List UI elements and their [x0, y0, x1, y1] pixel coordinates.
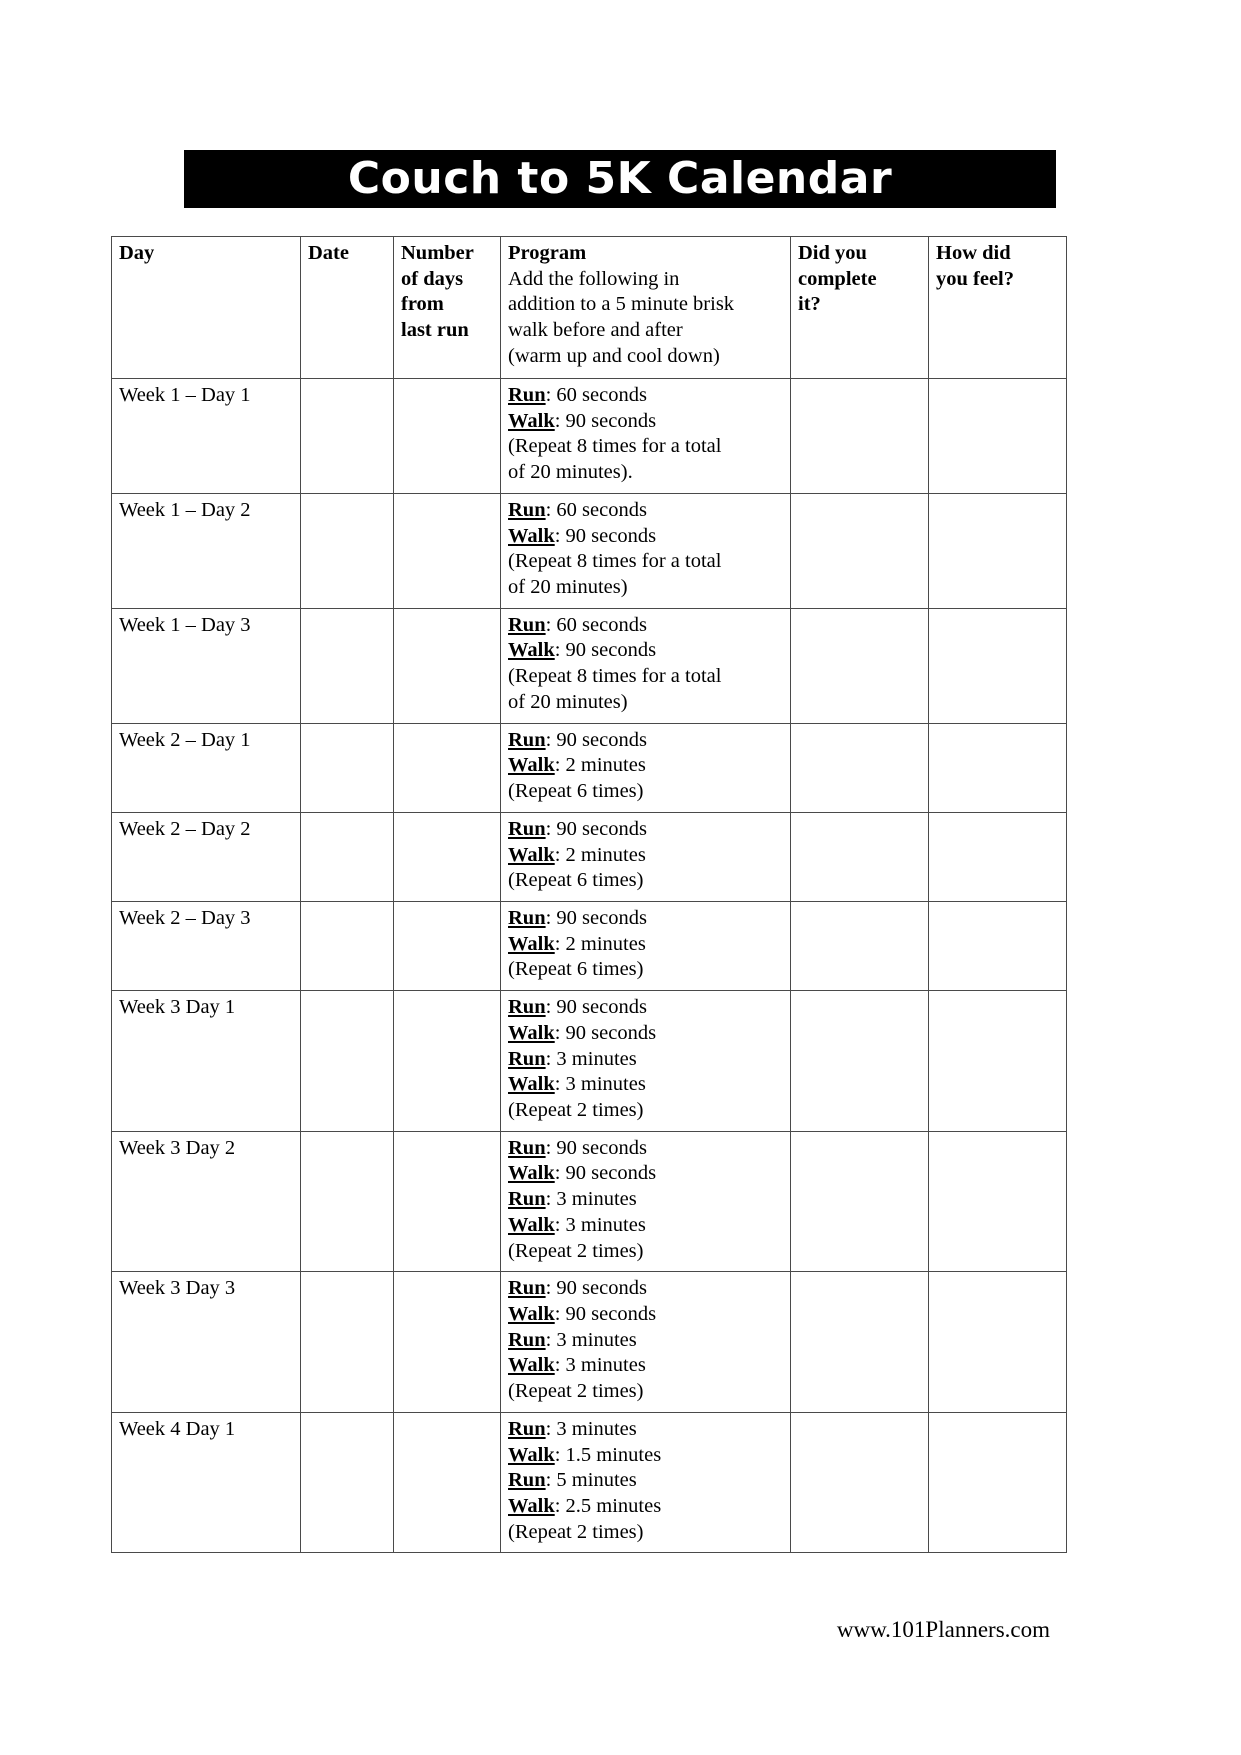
- feel-line-2: you feel?: [936, 267, 1014, 290]
- program-value: : 90 seconds: [545, 817, 647, 840]
- table-row: [112, 723, 1067, 812]
- cell-date[interactable]: [301, 1412, 394, 1553]
- cell-date[interactable]: [301, 812, 394, 901]
- table-header-row: [112, 237, 1067, 379]
- cell-day: Week 3 Day 3: [112, 1272, 301, 1413]
- table-row: [112, 901, 1067, 990]
- cell-how-did-you-feel[interactable]: [929, 1131, 1067, 1272]
- complete-line-2: complete: [798, 267, 877, 290]
- cell-days-from-last-run[interactable]: [394, 723, 501, 812]
- program-line: [508, 383, 783, 409]
- cell-how-did-you-feel[interactable]: [929, 901, 1067, 990]
- column-header-day-label: Day: [119, 242, 155, 264]
- cell-date[interactable]: [301, 723, 394, 812]
- program-value: : 3 minutes: [545, 1047, 637, 1070]
- cell-date[interactable]: [301, 608, 394, 723]
- table-row: [112, 493, 1067, 608]
- cell-day: Week 3 Day 1: [112, 991, 301, 1132]
- program-line: (Repeat 2 times): [508, 1380, 644, 1403]
- column-header-day: [112, 237, 301, 379]
- program-line: [508, 1494, 783, 1520]
- program-value: : 60 seconds: [545, 384, 647, 406]
- run-label: Run: [508, 1136, 546, 1159]
- cell-did-you-complete[interactable]: [791, 1412, 929, 1553]
- cell-how-did-you-feel[interactable]: [929, 723, 1067, 812]
- walk-label: Walk: [508, 524, 555, 547]
- program-note-line-4: (warm up and cool down): [508, 344, 720, 367]
- table-row: [112, 1412, 1067, 1553]
- column-header-did-you-complete: [791, 237, 929, 379]
- program-line: (Repeat 8 times for a total: [508, 435, 722, 458]
- run-label: Run: [508, 613, 546, 636]
- program-value: : 90 seconds: [554, 524, 657, 547]
- complete-line-1: Did you: [798, 242, 867, 264]
- run-label: Run: [508, 817, 546, 840]
- program-value: : 90 seconds: [545, 906, 647, 929]
- walk-label: Walk: [508, 1495, 555, 1518]
- column-header-date-label: Date: [308, 242, 349, 264]
- cell-date[interactable]: [301, 493, 394, 608]
- cell-date[interactable]: [301, 901, 394, 990]
- cell-date[interactable]: [301, 379, 394, 494]
- program-line: (Repeat 2 times): [508, 1098, 644, 1121]
- program-line: (Repeat 8 times for a total: [508, 665, 722, 688]
- cell-day: Week 4 Day 1: [112, 1412, 301, 1553]
- program-line: [508, 638, 783, 664]
- column-header-date: [301, 237, 394, 379]
- cell-date[interactable]: [301, 1131, 394, 1272]
- cell-date[interactable]: [301, 1272, 394, 1413]
- walk-label: Walk: [508, 932, 555, 955]
- table-row: [112, 608, 1067, 723]
- walk-label: Walk: [508, 1213, 555, 1236]
- program-value: : 90 seconds: [554, 409, 657, 432]
- walk-label: Walk: [508, 1073, 555, 1096]
- program-value: : 90 seconds: [545, 728, 647, 751]
- program-line: [508, 1443, 783, 1469]
- cell-days-from-last-run[interactable]: [394, 493, 501, 608]
- program-line: [508, 906, 783, 932]
- table-body: [112, 379, 1067, 1553]
- cell-how-did-you-feel[interactable]: [929, 493, 1067, 608]
- table-row: [112, 1131, 1067, 1272]
- program-value: : 60 seconds: [545, 498, 647, 521]
- days-line-2: of days: [401, 267, 464, 290]
- program-line: [508, 843, 783, 869]
- program-line: (Repeat 6 times): [508, 780, 644, 803]
- run-label: Run: [508, 996, 546, 1019]
- program-line: [508, 932, 783, 958]
- table-row: [112, 812, 1067, 901]
- cell-did-you-complete[interactable]: [791, 493, 929, 608]
- walk-label: Walk: [508, 1162, 555, 1185]
- program-line: [508, 1021, 783, 1047]
- program-line: (Repeat 6 times): [508, 958, 644, 981]
- cell-days-from-last-run[interactable]: [394, 1131, 501, 1272]
- cell-days-from-last-run[interactable]: [394, 901, 501, 990]
- cell-did-you-complete[interactable]: [791, 812, 929, 901]
- cell-how-did-you-feel[interactable]: [929, 608, 1067, 723]
- cell-program: [501, 1272, 791, 1413]
- cell-day: Week 2 – Day 1: [112, 723, 301, 812]
- program-value: : 2.5 minutes: [554, 1495, 662, 1518]
- program-value: : 90 seconds: [554, 1303, 657, 1325]
- footer-website: www.101Planners.com: [836, 1617, 1050, 1642]
- program-line: [508, 1187, 783, 1213]
- program-line: [508, 1047, 783, 1073]
- cell-day: Week 1 – Day 1: [112, 379, 301, 494]
- days-line-3: from: [401, 293, 444, 316]
- cell-day: Week 2 – Day 2: [112, 812, 301, 901]
- program-value: : 3 minutes: [554, 1213, 646, 1236]
- program-value: : 90 seconds: [545, 1136, 647, 1159]
- cell-how-did-you-feel[interactable]: [929, 812, 1067, 901]
- program-line: [508, 1328, 783, 1354]
- cell-program: [501, 991, 791, 1132]
- table-row: [112, 379, 1067, 494]
- run-label: Run: [508, 1417, 546, 1440]
- walk-label: Walk: [508, 1354, 555, 1377]
- cell-day: Week 1 – Day 2: [112, 493, 301, 608]
- program-value: : 60 seconds: [545, 613, 647, 636]
- program-value: : 2 minutes: [554, 843, 646, 866]
- program-value: : 2 minutes: [554, 754, 646, 777]
- complete-line-3: it?: [798, 293, 821, 316]
- cell-day: Week 3 Day 2: [112, 1131, 301, 1272]
- program-line: [508, 1161, 783, 1187]
- program-line: [508, 817, 783, 843]
- program-note-line-2: addition to a 5 minute brisk: [508, 293, 735, 316]
- program-line: (Repeat 6 times): [508, 869, 644, 892]
- run-label: Run: [508, 728, 546, 751]
- table-row: [112, 1272, 1067, 1413]
- program-value: : 90 seconds: [554, 1162, 657, 1185]
- walk-label: Walk: [508, 1021, 555, 1044]
- cell-how-did-you-feel[interactable]: [929, 379, 1067, 494]
- program-line: (Repeat 2 times): [508, 1520, 644, 1543]
- program-line: [508, 1353, 783, 1379]
- cell-did-you-complete[interactable]: [791, 991, 929, 1132]
- cell-did-you-complete[interactable]: [791, 1272, 929, 1413]
- program-value: : 3 minutes: [554, 1073, 646, 1096]
- cell-did-you-complete[interactable]: [791, 723, 929, 812]
- table-header: [112, 237, 1067, 379]
- cell-program: [501, 723, 791, 812]
- page-title: Couch to 5K Calendar: [347, 153, 893, 204]
- program-value: : 90 seconds: [554, 1021, 657, 1044]
- walk-label: Walk: [508, 1443, 555, 1466]
- title-banner: [184, 150, 1056, 208]
- program-value: : 3 minutes: [545, 1188, 637, 1211]
- cell-program: [501, 493, 791, 608]
- program-line: [508, 613, 783, 639]
- cell-program: [501, 901, 791, 990]
- calendar-table-wrapper: [111, 236, 1066, 1553]
- cell-days-from-last-run[interactable]: [394, 1412, 501, 1553]
- cell-day: Week 2 – Day 3: [112, 901, 301, 990]
- program-line: [508, 409, 783, 435]
- run-label: Run: [508, 1188, 546, 1211]
- program-line: [508, 728, 783, 754]
- cell-program: [501, 608, 791, 723]
- program-line: of 20 minutes): [508, 576, 628, 599]
- program-line: (Repeat 2 times): [508, 1239, 644, 1262]
- program-line: [508, 1072, 783, 1098]
- column-header-days-from-last-run: [394, 237, 501, 379]
- program-line: (Repeat 8 times for a total: [508, 550, 722, 573]
- walk-label: Walk: [508, 409, 555, 432]
- run-label: Run: [508, 906, 546, 929]
- column-header-program: [501, 237, 791, 379]
- walk-label: Walk: [508, 639, 555, 662]
- cell-day: Week 1 – Day 3: [112, 608, 301, 723]
- table-row: [112, 991, 1067, 1132]
- program-line: [508, 1213, 783, 1239]
- program-line: [508, 753, 783, 779]
- program-line: of 20 minutes): [508, 690, 628, 713]
- program-value: : 90 seconds: [545, 1277, 647, 1300]
- program-value: : 90 seconds: [554, 639, 657, 662]
- days-line-1: Number: [401, 242, 474, 264]
- cell-days-from-last-run[interactable]: [394, 991, 501, 1132]
- run-label: Run: [508, 498, 546, 521]
- run-label: Run: [508, 1277, 546, 1300]
- run-label: Run: [508, 1469, 546, 1492]
- cell-did-you-complete[interactable]: [791, 379, 929, 494]
- walk-label: Walk: [508, 754, 555, 777]
- program-line: [508, 995, 783, 1021]
- program-value: : 1.5 minutes: [554, 1443, 662, 1466]
- cell-how-did-you-feel[interactable]: [929, 1412, 1067, 1553]
- cell-days-from-last-run[interactable]: [394, 379, 501, 494]
- program-note-line-3: walk before and after: [508, 319, 683, 342]
- feel-line-1: How did: [936, 242, 1011, 264]
- run-label: Run: [508, 384, 546, 406]
- column-header-program-label: Program: [508, 242, 587, 264]
- couch-to-5k-table: [111, 236, 1067, 1553]
- cell-date[interactable]: [301, 991, 394, 1132]
- program-line: [508, 1417, 783, 1443]
- cell-program: [501, 1131, 791, 1272]
- program-value: : 3 minutes: [545, 1328, 637, 1351]
- cell-did-you-complete[interactable]: [791, 901, 929, 990]
- cell-days-from-last-run[interactable]: [394, 812, 501, 901]
- program-line: of 20 minutes).: [508, 461, 633, 484]
- cell-days-from-last-run[interactable]: [394, 1272, 501, 1413]
- program-value: : 5 minutes: [545, 1469, 637, 1492]
- program-line: [508, 1136, 783, 1162]
- program-line: [508, 498, 783, 524]
- run-label: Run: [508, 1047, 546, 1070]
- column-header-how-did-you-feel: [929, 237, 1067, 379]
- program-line: [508, 1276, 783, 1302]
- cell-program: [501, 812, 791, 901]
- cell-did-you-complete[interactable]: [791, 608, 929, 723]
- days-line-4: last run: [401, 319, 469, 342]
- cell-did-you-complete[interactable]: [791, 1131, 929, 1272]
- program-line: [508, 1302, 783, 1328]
- cell-program: [501, 1412, 791, 1553]
- program-value: : 2 minutes: [554, 932, 646, 955]
- program-line: [508, 1468, 783, 1494]
- program-note-line-1: Add the following in: [508, 267, 680, 290]
- program-value: : 90 seconds: [545, 996, 647, 1019]
- walk-label: Walk: [508, 843, 555, 866]
- cell-how-did-you-feel[interactable]: [929, 1272, 1067, 1413]
- cell-days-from-last-run[interactable]: [394, 608, 501, 723]
- cell-program: [501, 379, 791, 494]
- cell-how-did-you-feel[interactable]: [929, 991, 1067, 1132]
- program-value: : 3 minutes: [554, 1354, 646, 1377]
- walk-label: Walk: [508, 1303, 555, 1325]
- program-value: : 3 minutes: [545, 1417, 637, 1440]
- program-line: [508, 524, 783, 550]
- run-label: Run: [508, 1328, 546, 1351]
